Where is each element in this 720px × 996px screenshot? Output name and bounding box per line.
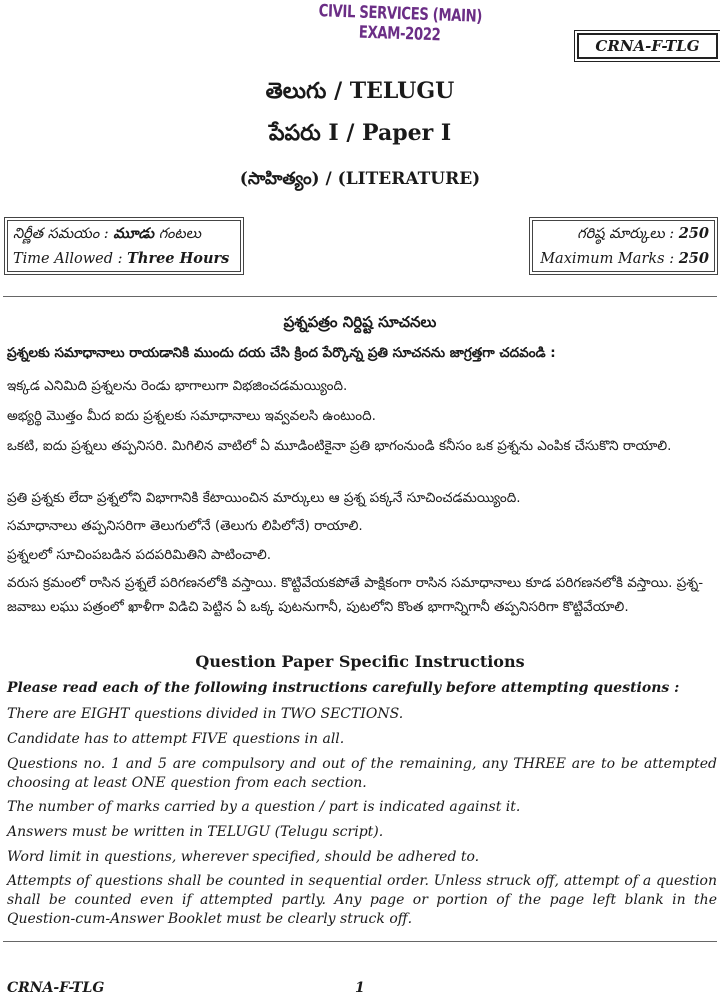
telugu-instruction-line: ఇక్కడ ఎనిమిది ప్రశ్నలను రెండు భాగాలుగా విభజించడమయ్యింది. <box>7 378 348 394</box>
english-instructions-lead: Please read each of the following instructions carefully before attempting questions : <box>7 680 680 696</box>
telugu-instructions-lead: ప్రశ్నలకు సమాధానాలు రాయడానికి ముందు దయ చేసి క్రింద పేర్కొన్న ప్రతి సూచనను జాగ్రత్తగా చదవండి : <box>7 345 556 361</box>
category-title: (సాహిత్యం) / (LITERATURE) <box>239 169 481 189</box>
english-instruction-line: Answers must be written in TELUGU (Telugu script). <box>7 824 384 840</box>
telugu-instruction-line: ప్రశ్నలలో సూచింపబడిన పదపరిమితిని పాటించాలి. <box>7 547 272 563</box>
page-number: 1 <box>355 980 365 996</box>
divider-bottom <box>3 941 717 942</box>
maximum-marks-english: Maximum Marks : 250 <box>540 250 709 267</box>
telugu-instruction-line: వరుస క్రమంలో రాసిన ప్రశ్నలే పరిగణనలోకి వస్తాయి. కొట్టివేయకపోతే పాక్షికంగా రాసిన సమాధానాలు కూడ పరిగణనలోకి వస్తాయి. ప్రశ్న-జవాబు లఘు పత్రంలో ఖాళీగా విడిచి పెట్టిన ఏ ఒక్క పుటనుగానీ, పుటలోని కొంత భాగాన్నిగానీ తప్పనిసరిగా కొట్టివేయాలి. <box>7 575 704 615</box>
footer-paper-code: CRNA-F-TLG <box>7 980 105 996</box>
subject-title: తెలుగు / TELUGU <box>265 78 455 104</box>
telugu-instruction-line: ఒకటి, ఐదు ప్రశ్నలు తప్పనిసరి. మిగిలిన వాటిలో ఏ మూడింటికైనా ప్రతి భాగంనుండి కనీసం ఒక ప్రశ్నను ఎంపిక చేసుకొని రాయాలి. <box>7 438 672 454</box>
exam-stamp: CIVIL SERVICES (MAIN) EXAM-2022 <box>318 1 483 46</box>
divider-top <box>3 296 717 297</box>
time-allowed-telugu: నిర్ణీత సమయం : మూడు గంటలు <box>13 225 201 242</box>
telugu-instructions-heading: ప్రశ్నపత్రం నిర్దిష్ట సూచనలు <box>283 313 437 331</box>
time-allowed-english: Time Allowed : Three Hours <box>13 250 230 267</box>
time-allowed-box <box>7 220 241 272</box>
paper-title: పేపరు I / Paper I <box>268 120 452 146</box>
english-instruction-line: Questions no. 1 and 5 are compulsory and out of the remaining, any THREE are to be attempted choosing at least ONE question from each section. <box>7 756 717 791</box>
telugu-instruction-line: అభ్యర్థి మొత్తం మీద ఐదు ప్రశ్నలకు సమాధానాలు ఇవ్వవలసి ఉంటుంది. <box>7 408 376 424</box>
english-instructions-heading: Question Paper Specific Instructions <box>195 652 525 671</box>
english-instruction-line: There are EIGHT questions divided in TWO SECTIONS. <box>7 706 404 722</box>
english-instruction-line: Word limit in questions, wherever specified, should be adhered to. <box>7 849 480 865</box>
english-instruction-line: Attempts of questions shall be counted in sequential order. Unless struck off, attempt of a question shall be counted even if attempted partly. Any page or portion of the page left blank in the Question-cum-Answer Booklet must be clearly struck off. <box>7 873 717 927</box>
english-instruction-line: The number of marks carried by a question / part is indicated against it. <box>7 799 521 815</box>
maximum-marks-telugu: గరిష్ఠ మార్కులు : 250 <box>577 225 709 242</box>
telugu-instruction-line: సమాధానాలు తప్పనిసరిగా తెలుగులోనే (తెలుగు లిపిలోనే) రాయాలి. <box>7 518 363 534</box>
maximum-marks-box <box>532 220 715 272</box>
paper-code-box: CRNA-F-TLG <box>577 33 718 59</box>
english-instruction-line: Candidate has to attempt FIVE questions in all. <box>7 731 345 747</box>
telugu-instruction-line: ప్రతి ప్రశ్నకు లేదా ప్రశ్నలోని విభాగానికి కేటాయించిన మార్కులు ఆ ప్రశ్న పక్కనే సూచించడమయ్యింది. <box>7 490 521 506</box>
